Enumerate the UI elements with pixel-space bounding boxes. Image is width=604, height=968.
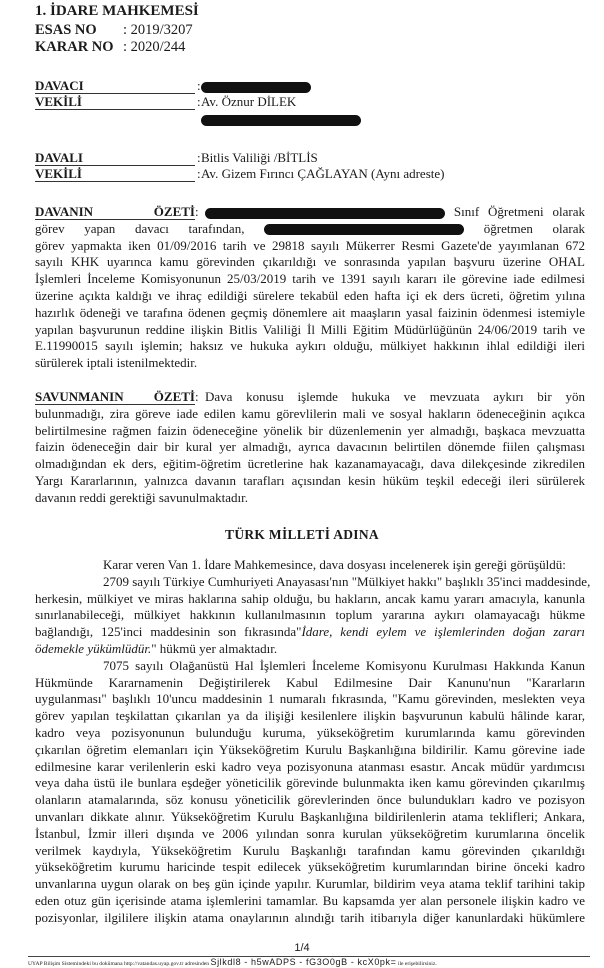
text-line [35,624,585,641]
summary-label: DAVANIN ÖZETİ [35,204,195,219]
text-segment: herkesin, mülkiyet ve miras haklarına sahip olduğu, bu hakların, ancak kamu yararı amacıyla, kanunla [35,590,585,606]
text-line [35,439,585,456]
redaction-bar [264,224,464,235]
text-segment: olmadığından ek ders, eğitim-öğretim ücretlerine hak kazanamayacağı, dava dilekçesinde zikredilen [35,456,585,472]
summary-first-line [35,204,585,221]
text-line [35,423,585,440]
text-line [35,809,585,826]
footer-prefix: UYAP Bilişim Sistemindeki bu dokümana http://vatandas.uyap.gov.tr adresinden [28,961,210,967]
text-line [35,557,585,574]
text-line [35,843,585,860]
karar-no-value: : 2020/244 [123,39,186,55]
text-segment: 2709 sayılı Türkiye Cumhuriyeti Anayasası'nın "Mülkiyet hakkı" başlıklı 35'inci maddesinde, [103,573,591,589]
italic-quote: İdare, kendi eylem ve işlemlerinden doğan zararı [301,624,585,640]
party-row [35,77,311,94]
text-segment: belirtilmesine rağmen faizin ödeneceğine yönelik bir düzenlemenin yer almadığı, başkaca mevzuatta [35,422,585,438]
text-line [35,675,585,692]
text-line [35,826,585,843]
redaction-bar [201,82,311,93]
text-line [35,305,585,322]
text-segment: olanların atamalarında, söz konusu yöneticilik görevlerinden önce bulundukları kadro ve pozisyon [35,792,585,808]
italic-quote: ödemekle yükümlüdür. [35,640,152,656]
uyap-footer [28,958,590,968]
text-segment: bulunmadığı, zira göreve iade edilen kamu görevlilerin mali ve sosyal hakların ödeneceğinin açıkca [35,405,585,421]
party-value: Av. Öznur DİLEK [201,94,297,109]
text-line [35,792,585,809]
text-segment: Karar veren Van 1. İdare Mahkemesince, dava dosyası incelenerek işin gereği görüşüldü: [103,557,566,572]
esas-no-row [35,22,193,39]
text-line [35,876,585,893]
text-segment: yükseköğretim kurumu haricinde tespit edilecek yükseköğretim kurumlarından birine önceki kadro [35,859,585,875]
party-row [35,110,361,127]
summary-colon: : [195,389,199,404]
text-segment: edilmesine karar verilenlerin eski kadro veya pozisyonuna atanması esastır. Ancak müdür yardımcısı [35,758,585,774]
text-segment: sınırlanabileceği, mülkiyet hakkının kullanılmasının toplum yararına aykırı olamayacağı hükme [35,607,585,623]
text-line [35,355,585,372]
party-row [35,149,318,166]
karar-no-row [35,39,185,56]
text-line [35,708,585,725]
text-segment: görev yapan davacı tarafından, [35,220,265,236]
summary-first-line [35,389,585,406]
text-segment: çıkarılan öğretim elemanları için Yükseköğretim Kurulu Başkanlığına bildirilir. Kamu görevine iade [35,741,585,757]
party-colon: : [197,166,201,181]
text-line [35,490,585,507]
text-segment: 7075 sayılı Olağanüstü Hal İşlemleri İnceleme Komisyonu Kurulması Hakkında Kanun [103,657,585,673]
text-line [35,641,585,658]
text-segment: Dava konusu işlemde hukuka ve mevzuata aykırı bir yön [205,389,585,404]
party-label: VEKİLİ [35,94,195,110]
paragraph [35,658,585,927]
text-segment: verilmek kaydıyla, Yükseköğretim Kurulu Başkanlığı tarafından kamu görevinden çıkarıldığı [35,842,585,858]
text-line [35,859,585,876]
party-row [35,93,296,110]
party-colon: : [197,78,201,93]
esas-no-value: : 2019/3207 [123,22,193,38]
text-line [35,725,585,742]
text-line [35,775,585,792]
text-line [35,254,585,271]
text-line [35,893,585,910]
text-segment: Hükmünde Kararnamenin Değiştirilerek Kabul Edilmesine Dair Kanunu'nun "Kararların [35,674,585,690]
text-segment: pozisyonlar, ilgililere ilişkin atama onaylarının alındığı tarih itibarıyla diğer kanunlardaki hükümlere [35,909,585,925]
text-segment: " hükmü yer almaktadır. [151,640,278,656]
text-segment: eden otuz gün içerisinde atama işlemlerini tamamlar. Bu kapsamda yer alan personele ilişkin kadro ve [35,892,585,908]
text-segment: üzerine açıkta kaldığı ve ihraç edildiği sürelere tekabül eden hafta içi ek ders ücreti, öğretim yılına [35,287,585,303]
text-line [35,691,585,708]
karar-no-label: KARAR NO [35,39,114,55]
party-label: DAVACI [35,78,195,94]
party-value: Bitlis Valiliği /BİTLİS [201,150,318,165]
text-line [35,591,585,608]
paragraph [35,573,591,658]
party-colon: : [197,150,201,165]
text-segment: veya daha üstü ile bunlara eşdeğer yöneticilik görevinde bulunmakta iken kamu görevinden çıkarılmış [35,775,585,791]
text-line [35,573,591,591]
text-line [35,910,585,927]
text-line [35,456,585,473]
paragraph [35,557,585,574]
party-row [35,165,444,182]
text-segment: unvanlarına uygun olarak on beş gün içinde yapılır. Kurumlar, bildirim veya atama teklif tarihini takip [35,876,585,892]
summary-text [205,389,585,406]
text-segment: hazırlık ödeneği ve tarafına ödenen geçmiş dönemlere ait maaşların yasal faizinin ödenmesi istemiyle [35,304,585,320]
summary-text [205,204,585,221]
esas-no-label: ESAS NO [35,22,97,38]
text-line [35,221,585,238]
text-segment: kadro veya pozisyonunun bulunduğu kuruma, yükseköğretim kurumlarında kamu görevinden [35,724,585,740]
party-label: DAVALI [35,150,195,166]
text-segment: İstanbul, İzmir illeri dışında ve 2006 yılından sonra kurulan yükseköğretim kurumlarına öncelik [35,825,585,841]
text-line [35,271,585,288]
text-line [35,742,585,759]
footer-suffix: ile erişebilirsiniz. [397,961,437,967]
redaction-bar [205,208,445,219]
text-segment: bağlandığı, 125'inci maddesinin son fıkrasında" [35,624,302,640]
text-line [35,322,585,339]
davanin-ozeti-section [35,204,585,372]
text-segment: sürülerek iptali istenilmektedir. [35,355,198,371]
redaction-bar [201,115,361,126]
party-colon: : [197,94,201,109]
text-line [35,288,585,305]
text-segment: sayılı KHK uyarınca kamu görevinden çıkarıldığı ve sonrasında yapılan başvuru üzerine OHAL [35,254,585,270]
page-number: 1/4 [294,942,310,954]
summary-colon: : [195,204,199,219]
text-segment: görev yapılan teşkilattan çıkarılan ya da ilişiği kesilenlere ilişkin başvurunun kabulü hâlinde karar, [35,708,585,724]
verification-code: Sjlkdl8 - h5wADPS - fG3O0gB - kcX0pk= [210,957,397,967]
summary-label: SAVUNMANIN ÖZETİ [35,389,195,404]
text-line [35,406,585,423]
text-line [35,658,585,675]
decision-body [35,557,591,927]
text-segment: yapılan başvurunun reddine ilişkin Bitlis Valiliği İl Milli Eğitim Müdürlüğünün 24/06/2019 tarih ve [35,321,585,337]
text-segment: görev yapmakta iken 01/09/2016 tarih ve 29818 sayılı Mükerrer Resmi Gazete'de yayımlanan 672 [35,237,585,253]
text-line [35,607,585,624]
savunmanin-ozeti-section [35,389,585,507]
text-segment: E.11990015 sayılı işlemin; haksız ve hukuka aykırı olduğu, mülkiyet hakkının ihlal edildiği ileri [35,338,585,354]
text-line [35,338,585,355]
text-segment: faizin ödeneceğin dair bir kural yer almadığı, ayrıca davacının belirtilen dönemde fiilen çalışması [35,439,585,455]
party-label: VEKİLİ [35,166,195,182]
text-line [35,238,585,255]
turk-milleti-adina-title: TÜRK MİLLETİ ADINA [225,527,379,542]
text-segment: unvanları dikkate alınır. Yükseköğretim Kurulu Başkanlığına bildirilenlerin atama teklifleri; Ankara, [35,808,585,824]
text-segment: davanın reddi gerektiği savunulmaktadır. [35,489,248,505]
text-segment: öğretmen olarak [464,220,585,236]
text-segment: Sınıf Öğretmeni olarak [445,204,585,219]
text-segment: Yargı Kararlarının, yalnızca davanın tarafları açısından kesin hüküm teşkil edeceği ileri sürülerek [35,472,585,488]
court-name: 1. İDARE MAHKEMESİ [35,3,199,19]
party-value: Av. Gizem Fırıncı ÇAĞLAYAN (Aynı adreste) [201,166,445,181]
text-segment: İşlemleri İnceleme Komisyonunun 25/03/2019 tarih ve 1391 sayılı kararı ile görevine iade edilmesi [35,271,585,287]
text-segment: uygulanması" başlıklı 10'uncu maddesinin 1 numaralı fıkrasında, "Kamu görevinden, meslekten veya [35,691,585,707]
text-line [35,473,585,490]
text-line [35,759,585,776]
